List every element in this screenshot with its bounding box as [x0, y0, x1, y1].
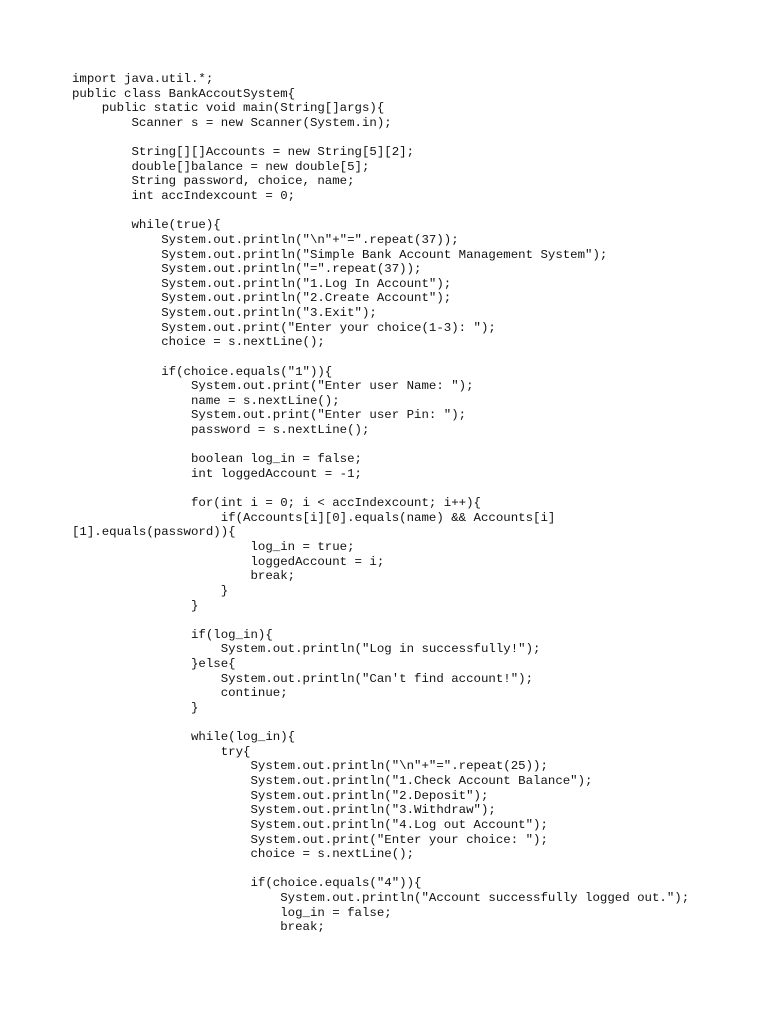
code-line — [72, 204, 712, 219]
code-line: name = s.nextLine(); — [72, 393, 340, 408]
code-line: for(int i = 0; i < accIndexcount; i++){ — [72, 496, 481, 511]
code-line: } — [72, 598, 199, 613]
code-line: System.out.println("2.Deposit"); — [72, 788, 489, 803]
code-line — [72, 438, 712, 453]
code-line: } — [72, 583, 229, 598]
code-line: System.out.println("\n"+"=".repeat(37)); — [72, 232, 459, 247]
code-line: try{ — [72, 744, 251, 759]
code-line: if(choice.equals("4")){ — [72, 876, 422, 891]
code-line: public class BankAccoutSystem{ — [72, 86, 296, 101]
code-line: System.out.println("Simple Bank Account Management System"); — [72, 247, 608, 262]
code-line: System.out.print("Enter your choice: "); — [72, 832, 548, 847]
code-line: [1].equals(password)){ — [72, 525, 236, 540]
code-line: log_in = true; — [72, 540, 355, 554]
code-line: public static void main(String[]args){ — [72, 101, 385, 116]
code-line: System.out.print("Enter user Name: "); — [72, 379, 474, 394]
code-line: boolean log_in = false; — [72, 452, 362, 467]
code-line: System.out.println("\n"+"=".repeat(25)); — [72, 759, 548, 774]
code-line: System.out.println("4.Log out Account"); — [72, 817, 548, 832]
code-line: }else{ — [72, 657, 236, 671]
code-line: double[]balance = new double[5]; — [72, 159, 370, 174]
code-line — [72, 862, 712, 877]
code-line: System.out.println("2.Create Account"); — [72, 291, 452, 306]
code-line: if(Accounts[i][0].equals(name) && Accounts[i] — [72, 510, 556, 525]
code-line: loggedAccount = i; — [72, 554, 385, 569]
code-line: log_in = false; — [72, 905, 392, 920]
code-line: break; — [72, 920, 325, 935]
code-line: int loggedAccount = -1; — [72, 466, 362, 481]
code-line: } — [72, 700, 199, 715]
code-line: continue; — [72, 686, 288, 701]
code-line: choice = s.nextLine(); — [72, 335, 325, 350]
code-line: int accIndexcount = 0; — [72, 189, 296, 203]
code-line: System.out.println("Log in successfully!"); — [72, 642, 541, 657]
code-line: System.out.println("Account successfully logged out."); — [72, 891, 690, 905]
code-line: while(log_in){ — [72, 730, 296, 745]
code-line: while(true){ — [72, 218, 221, 233]
code-line: password = s.nextLine(); — [72, 423, 370, 437]
code-line: System.out.println("3.Withdraw"); — [72, 803, 496, 818]
code-line: System.out.println("1.Check Account Balance"); — [72, 774, 593, 788]
code-line — [72, 131, 712, 146]
code-line: break; — [72, 569, 296, 584]
code-line: System.out.print("Enter your choice(1-3): "); — [72, 320, 496, 335]
code-line: System.out.println("1.Log In Account"); — [72, 276, 452, 291]
code-line: System.out.println("=".repeat(37)); — [72, 262, 422, 277]
code-listing — [72, 72, 712, 935]
code-line: choice = s.nextLine(); — [72, 847, 415, 862]
code-line: if(choice.equals("1")){ — [72, 364, 333, 379]
code-line: System.out.println("Can't find account!"); — [72, 671, 534, 686]
code-line: System.out.println("3.Exit"); — [72, 306, 377, 320]
code-line — [72, 613, 712, 628]
code-line — [72, 716, 712, 731]
code-line: if(log_in){ — [72, 627, 273, 642]
code-line: System.out.print("Enter user Pin: "); — [72, 408, 467, 423]
code-line: import java.util.*; — [72, 72, 214, 86]
code-line — [72, 350, 712, 365]
code-line: String password, choice, name; — [72, 174, 355, 189]
code-line: Scanner s = new Scanner(System.in); — [72, 115, 392, 130]
code-line: String[][]Accounts = new String[5][2]; — [72, 145, 415, 160]
code-line — [72, 482, 712, 497]
